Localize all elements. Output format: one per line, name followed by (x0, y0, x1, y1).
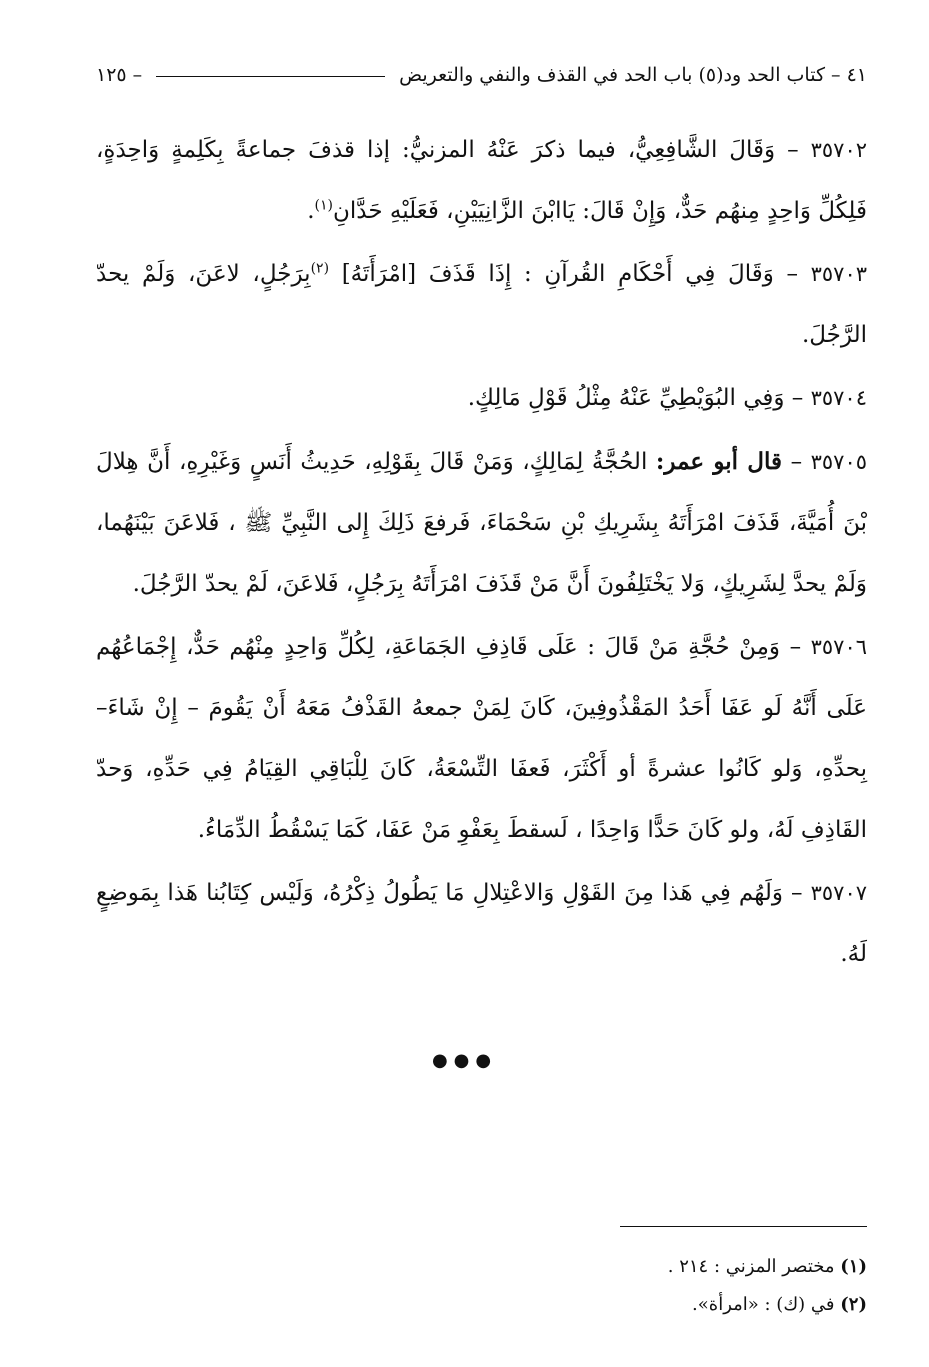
paragraph-35703 (96, 244, 867, 366)
paragraph-number: ٣٥٧٠٤ (810, 386, 867, 410)
paragraph-dash: – (791, 385, 804, 411)
footnote-2 (96, 1286, 867, 1324)
paragraph-35704 (96, 368, 867, 429)
paragraph-text: وَلَهُم فِي هَذا مِنَ القَوْلِ وَالاعْتِلالِ مَا يَطُولُ ذِكْرُهُ، وَلَيْس كِتَابُنا هَذا بِمَوضِعٍ لَهُ. (96, 880, 867, 967)
paragraph-dash: – (787, 137, 799, 163)
paragraph-text: وَقَالَ فِي أَحْكَامِ القُرآنِ : إِذَا قَذَفَ [امْرَأَتَهُ] (341, 261, 774, 287)
paragraph-dash: – (790, 449, 803, 475)
paragraph-number: ٣٥٧٠٣ (810, 262, 868, 286)
footnote-reference: (٢) (310, 260, 330, 277)
paragraph-dash: – (791, 880, 803, 906)
paragraph-dash: – (786, 261, 798, 287)
paragraph-bold-lead: قال أبو عمر: (655, 448, 782, 475)
paragraph-text: الحُجَّةُ لِمَالِكٍ، وَمَنْ قَالَ بِقَوْلِهِ، حَدِيثُ أَنَسٍ وَغَيْرِهِ، أَنَّ هِلالَ بْنَ أُمَيَّةَ، قَذَفَ امْرَأَتَهُ بِشَرِيكِ بْنِ سَحْمَاءَ، فَرفعَ ذَلِكَ إِلى النَّبِيِّ ﷺ ، فَلاعَنَ بَيْنَهُما، وَلَمْ يحدَّ لِشَرِيكٍ، وَلا يَخْتَلِفُونَ أَنَّ مَنْ قَذَفَ امْرَأَتَهُ بِرَجُلٍ، فَلاعَنَ، لَمْ يحدّ الرَّجُلَ. (96, 449, 867, 597)
paragraph-35705 (96, 431, 867, 615)
body-text (96, 120, 867, 987)
paragraph-35702 (96, 120, 867, 242)
running-head-page-group (96, 64, 142, 86)
footnote-text: مختصر المزني : ٢١٤ . (667, 1256, 835, 1277)
footnotes (96, 1248, 867, 1324)
paragraph-35706 (96, 617, 867, 861)
footnote-1 (96, 1248, 867, 1286)
paragraph-dash: – (789, 634, 802, 660)
footnote-text: في (ك) : «امرأة». (692, 1294, 835, 1315)
running-head-rule (156, 76, 385, 77)
page-number: ١٢٥ (96, 64, 127, 86)
footnote-mark: (١) (840, 1256, 867, 1277)
footnote-mark: (٢) (840, 1294, 867, 1315)
running-head-title: ٤١ – كتاب الحد ود(٥) باب الحد في القذف والنفي والتعريض (399, 64, 867, 86)
paragraph-35707 (96, 863, 867, 985)
paragraph-number: ٣٥٧٠٦ (810, 635, 868, 659)
footnote-rule (620, 1226, 867, 1227)
section-separator: ●●● (431, 1050, 498, 1071)
paragraph-number: ٣٥٧٠٥ (810, 450, 868, 474)
paragraph-text: وَقَالَ الشَّافِعِيُّ، فيما ذكرَ عَنْهُ المزنيُّ: إذا قذفَ جماعةً بِكَلِمةٍ وَاحِدَةٍ، فَلِكُلِّ وَاحِدٍ مِنهُم حَدٌّ، وَإِنْ قَالَ: يَاابْنَ الزَّانِيَيْنِ، فَعَلَيْهِ حَدَّانِ (96, 137, 867, 224)
running-head (96, 58, 867, 92)
page-number-dash: – (132, 64, 143, 86)
footnote-reference: (١) (314, 197, 333, 214)
paragraph-tail: بِرَجُلٍ، لاعَنَ، وَلَمْ يحدّ الرَّجُلَ. (96, 261, 867, 348)
paragraph-number: ٣٥٧٠٢ (810, 138, 868, 162)
paragraph-text: وَمِنْ حُجَّةِ مَنْ قَالَ : عَلَى قَاذِفِ الجَمَاعَةِ، لِكُلِّ وَاحِدٍ مِنْهُم حَدٌّ، إِجْمَاعُهُم عَلَى أَنَّهُ لَو عَفَا أَحَدُ المَقْذُوفِينَ، كَانَ لِمَنْ جمعهُ القَذْفُ مَعَهُ أَنْ يَقُومَ – إِنْ شَاءَ– بِحدِّهِ، وَلو كَانُوا عشرةً أو أَكْثَرَ، فَعفَا التِّسْعَةُ، كَانَ لِلْبَاقِي القِيَامُ فِي حَدِّهِ، وَحدّ القَاذِفِ لَهُ، ولو كَانَ حَدًّا وَاحِدًا ، لَسقطَ بِعَفْوِ مَنْ عَفَا، كَمَا يَسْقُطُ الدِّمَاءُ. (96, 634, 867, 843)
paragraph-number: ٣٥٧٠٧ (810, 881, 868, 905)
paragraph-tail: . (307, 198, 315, 224)
paragraph-text: وَفِي البُوَيْطِيِّ عَنْهُ مِثْلُ قَوْلِ مَالِكٍ. (467, 385, 785, 411)
